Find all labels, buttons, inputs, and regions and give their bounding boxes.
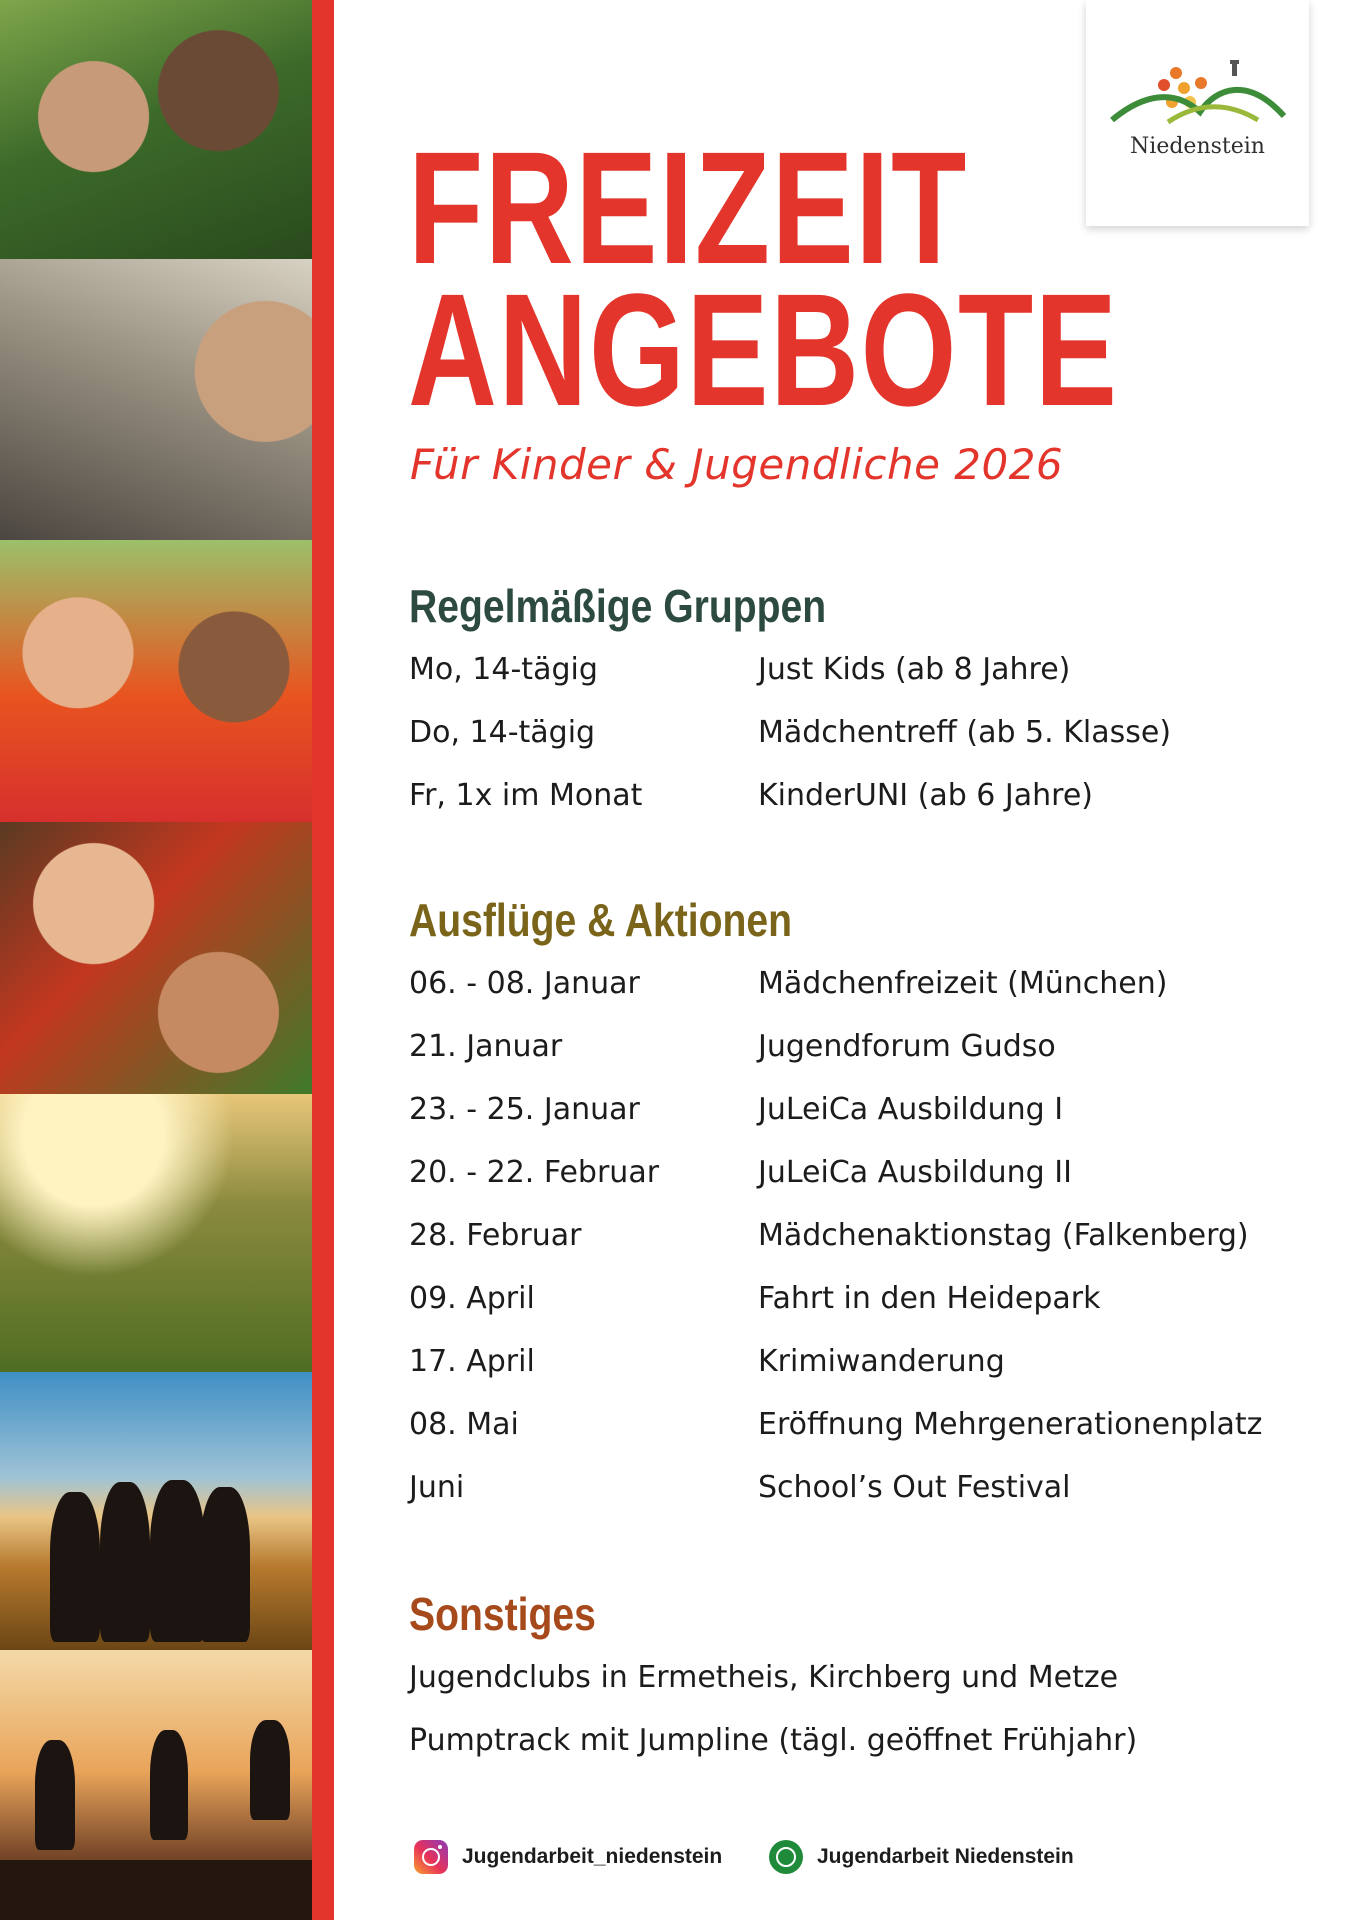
whatsapp-icon (769, 1840, 803, 1874)
subtitle: Für Kinder & Jugendliche 2026 (410, 440, 1064, 489)
row-event: Mädchentreff (ab 5. Klasse) (758, 715, 1172, 750)
photo-friends-field (0, 1372, 312, 1650)
ground-silhouette (0, 1860, 312, 1920)
schedule-row (409, 1155, 1318, 1218)
row-event: Mädchenaktionstag (Falkenberg) (758, 1218, 1249, 1253)
schedule-row (409, 715, 1318, 778)
row-event: School’s Out Festival (758, 1470, 1071, 1505)
row-event: JuLeiCa Ausbildung II (758, 1155, 1072, 1190)
row-date: Juni (409, 1470, 465, 1505)
logo-hills-icon (1108, 58, 1288, 138)
photo-teens-lying-circle (0, 822, 312, 1094)
row-date: Fr, 1x im Monat (409, 778, 643, 813)
instagram-icon (414, 1840, 448, 1874)
schedule-row (409, 1092, 1318, 1155)
row-date: 20. - 22. Februar (409, 1155, 660, 1190)
row-event: JuLeiCa Ausbildung I (758, 1092, 1064, 1127)
schedule-row (409, 778, 1318, 841)
photo-children-magnifier (0, 0, 312, 259)
schedule-row (409, 966, 1318, 1029)
row-event: Jugendforum Gudso (758, 1029, 1056, 1064)
schedule-row (409, 1407, 1318, 1470)
schedule-row (409, 1344, 1318, 1407)
row-date: 06. - 08. Januar (409, 966, 640, 1001)
photo-laughing-boys (0, 540, 312, 822)
whatsapp-link[interactable] (769, 1840, 1074, 1874)
list-item (409, 1723, 1318, 1786)
row-event: Just Kids (ab 8 Jahre) (758, 652, 1071, 687)
list-item (409, 1660, 1318, 1723)
photo-strip (0, 0, 312, 1920)
photo-studying-desk (0, 259, 312, 540)
row-date: 28. Februar (409, 1218, 582, 1253)
schedule-row (409, 1029, 1318, 1092)
photo-piggyback-sunset (0, 1094, 312, 1372)
instagram-link[interactable] (414, 1840, 722, 1874)
trips-list (409, 966, 1318, 1533)
title-line-2: ANGEBOTE (408, 260, 1119, 439)
schedule-row (409, 652, 1318, 715)
row-event: Krimiwanderung (758, 1344, 1005, 1379)
regular-groups-list (409, 652, 1318, 841)
row-event: Mädchenfreizeit (München) (758, 966, 1168, 1001)
row-date: 17. April (409, 1344, 535, 1379)
instagram-handle: Jugendarbeit_niedenstein (462, 1845, 723, 1868)
other-item-text: Pumptrack mit Jumpline (tägl. geöffnet Frühjahr) (409, 1723, 1138, 1758)
row-date: 21. Januar (409, 1029, 563, 1064)
section-heading-other: Sonstiges (409, 1588, 596, 1640)
schedule-row (409, 1281, 1318, 1344)
other-item-text: Jugendclubs in Ermetheis, Kirchberg und Metze (409, 1660, 1119, 1695)
niedenstein-logo (1086, 0, 1309, 226)
schedule-row (409, 1470, 1318, 1533)
row-date: Do, 14-tägig (409, 715, 596, 750)
row-event: KinderUNI (ab 6 Jahre) (758, 778, 1094, 813)
row-event: Eröffnung Mehrgenerationenplatz (758, 1407, 1263, 1442)
schedule-row (409, 1218, 1318, 1281)
section-heading-regular: Regelmäßige Gruppen (409, 580, 827, 632)
row-date: 23. - 25. Januar (409, 1092, 640, 1127)
row-date: 08. Mai (409, 1407, 519, 1442)
section-heading-trips: Ausflüge & Aktionen (409, 894, 793, 946)
photo-jumping-silhouettes (0, 1650, 312, 1920)
row-date: Mo, 14-tägig (409, 652, 598, 687)
title-line-1: FREIZEIT (408, 118, 968, 297)
row-date: 09. April (409, 1281, 535, 1316)
whatsapp-name: Jugendarbeit Niedenstein (817, 1845, 1074, 1868)
other-list (409, 1660, 1318, 1786)
logo-name: Niedenstein (1130, 134, 1265, 159)
accent-bar (312, 0, 334, 1920)
row-event: Fahrt in den Heidepark (758, 1281, 1101, 1316)
